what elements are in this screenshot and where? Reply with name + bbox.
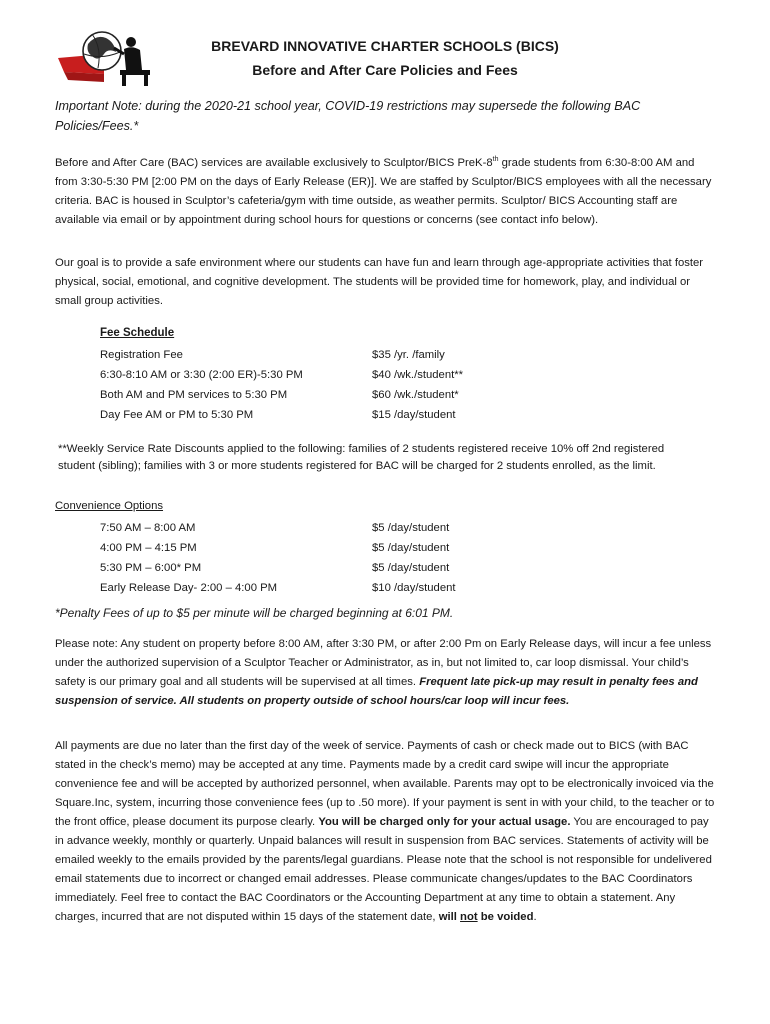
intro-superscript: th [492,156,499,163]
convenience-row-label: 4:00 PM – 4:15 PM [100,542,197,554]
payments-text-2: You are encouraged to pay in advance weekly, monthly or quarterly. Unpaid balances will result in suspension from BAC services. Statements of activity will be emailed weekly to the emails provided by the parents/legal guardians. Please note that the school is not responsible for undelivered email statements due to incorrect or changed email addresses. Please communicate changes/updates to the BAC Coordinators immediately. Feel free to contact the BAC Coordinators or the Accounting Department at any time to obtain a statement. Any charges, incurred that are not disputed within 15 days of the statement date, [55,816,712,923]
intro-text-2: grade students from 6:30-8:00 AM and from 3:30-5:30 PM [2:00 PM on the days of Early Release (ER)]. We are staffed by Sculptor/BICS employees with all the necessary criteria. BAC is housed in Sculptor’s cafeteria/gym with time outside, as weather permits. Sculptor/ BICS Accounting staff are available via email or by appointment during school hours for questions or concerns (see contact info below). [55,156,712,226]
fee-row-value: $15 /day/student [372,409,456,421]
convenience-options-heading: Convenience Options [55,500,164,512]
fee-row-value: $60 /wk./student* [372,389,459,401]
convenience-row-label: Early Release Day- 2:00 – 4:00 PM [100,582,278,594]
intro-paragraph [55,150,715,230]
convenience-row-value: $5 /day/student [372,522,450,534]
please-note-paragraph [55,635,715,711]
school-logo [58,24,158,88]
convenience-row-value: $5 /day/student [372,542,450,554]
payments-bold-usage: You will be charged only for your actual usage. [318,816,571,828]
fee-row-label: Both AM and PM services to 5:30 PM [100,389,288,401]
goal-paragraph: Our goal is to provide a safe environment where our students can have fun and learn through age-appropriate activities that foster physical, social, emotional, and cognitive development. The students will be provided time for homework, play, and individual or small group activities. [55,257,704,307]
document-subtitle: Before and After Care Policies and Fees [252,62,518,78]
important-note: Important Note: during the 2020-21 school year, COVID-19 restrictions may supersede the following BAC Policies/Fees.* [55,99,641,133]
payments-text-1: All payments are due no later than the first day of the week of service. Payments of cash or check made out to BICS (with BAC stated in the check’s memo) may be accepted at any time. Payments made by a credit card swipe will incur the appropriate convenience fee and will be accepted by authorized personnel, when available. Parents may opt to be electronically invoiced via the Square.Inc, system, incurring those convenience fees (up to .50 more). If your payment is sent in with your child, to the teacher or to the front office, please document its purpose clearly. [55,740,715,828]
convenience-row-value: $10 /day/student [372,582,456,594]
penalty-note: *Penalty Fees of up to $5 per minute will be charged beginning at 6:01 PM. [55,606,454,620]
intro-text-1: Before and After Care (BAC) services are available exclusively to Sculptor/BICS PreK-8 [55,156,493,169]
payments-bold-voided: be voided [477,911,534,923]
payments-paragraph [55,737,715,927]
fee-row-label: 6:30-8:10 AM or 3:30 (2:00 ER)-5:30 PM [100,369,303,381]
convenience-row-label: 5:30 PM – 6:00* PM [100,562,202,574]
please-note-emphasis: Frequent late pick-up may result in penalty fees and suspension of service. All students on property outside of school hours/car loop will incur fees. [55,676,698,707]
convenience-row-label: 7:50 AM – 8:00 AM [100,522,196,534]
payments-bold-not: not [460,911,478,923]
payments-bold-will: will [438,911,457,923]
document-title: BREVARD INNOVATIVE CHARTER SCHOOLS (BICS) [211,38,559,54]
discount-note: **Weekly Service Rate Discounts applied to the following: families of 2 students registered receive 10% off 2nd registered student (sibling); families with 3 or more students registered for BAC will be charged for 2 students enrolled, as the limit. [58,443,665,472]
fee-row-value: $35 /yr. /family [372,349,445,361]
please-note-text: Please note: Any student on property before 8:00 AM, after 3:30 PM, or after 2:00 Pm on Early Release days, will incur a fee unless under the authorized supervision of a Sculptor Teacher or Administrator, as in, but not limited to, car loop dismissal. Your child’s safety is our primary goal and all students will be supervised at all times. [55,638,712,688]
fee-schedule-heading: Fee Schedule [100,327,175,339]
payments-end: . [533,911,537,923]
convenience-row-value: $5 /day/student [372,562,450,574]
fee-row-value: $40 /wk./student** [372,369,464,381]
fee-row-label: Day Fee AM or PM to 5:30 PM [100,409,254,421]
fee-row-label: Registration Fee [100,349,183,361]
